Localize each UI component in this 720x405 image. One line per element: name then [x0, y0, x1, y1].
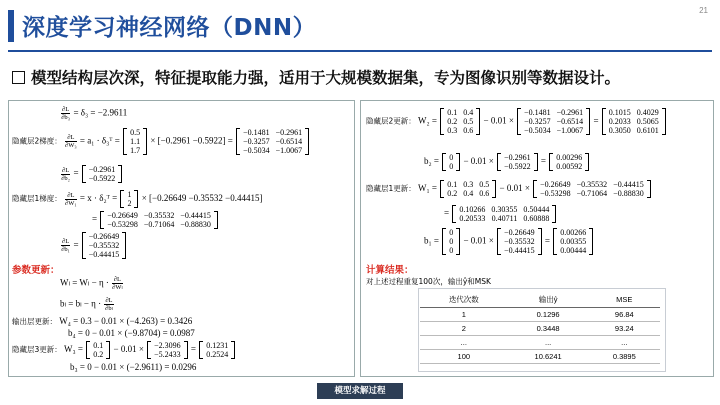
matrix-row: [553, 153, 585, 162]
checkbox-square-icon: [12, 71, 25, 84]
matrix-row: [127, 137, 143, 146]
matrix-cell: −0.6514: [556, 117, 584, 126]
matrix-cell: −0.44415: [180, 211, 211, 220]
matrix-row: [501, 162, 534, 171]
matrix-cell: 0.5: [130, 128, 141, 137]
matrix-cell: −0.2961: [88, 165, 116, 174]
matrix-cell: −0.71064: [143, 220, 175, 229]
matrix-row: [521, 108, 586, 117]
matrix-row: [446, 228, 456, 237]
matrix-cell: −0.26649: [107, 211, 138, 220]
matrix-row: [86, 165, 119, 174]
matrix: [452, 205, 556, 223]
matrix-cell: 0: [449, 153, 454, 162]
header-iterations: 迭代次数: [420, 292, 508, 308]
matrix-right-bracket: [456, 228, 460, 255]
w3-lhs: W₃ =: [64, 344, 83, 355]
table-cell: 10.6241: [508, 350, 589, 364]
header-mse: MSE: [589, 292, 660, 308]
matrix-cell: −0.35532: [576, 180, 608, 189]
title-divider: [8, 50, 712, 52]
matrix-row: [86, 241, 123, 250]
w2-op: − 0.01 ×: [483, 115, 514, 126]
matrix-right-bracket: [305, 128, 309, 155]
matrix-grid: [444, 180, 492, 198]
matrix-cell: −0.3257: [243, 137, 270, 146]
matrix-grid: [501, 228, 538, 255]
table-row: [420, 336, 660, 350]
matrix-cell: 0.5065: [636, 117, 659, 126]
matrix-row: [501, 228, 538, 237]
results-table: [420, 292, 660, 364]
matrix-row: [86, 232, 123, 241]
eq-b2: b₂ = 0 0 − 0.01 × −0.2961 −0.5922 = 0.00296 0.00592: [424, 153, 590, 171]
matrix-cell: 0.00355: [560, 237, 587, 246]
matrix-cell: 0.6101: [636, 126, 659, 135]
matrix-row: [557, 246, 589, 255]
bupdate-text: bₗ = bₗ − η ·: [60, 298, 102, 309]
matrix-cell: 0.6: [479, 189, 490, 198]
matrix-row: [606, 126, 662, 135]
matrix-right-bracket: [585, 153, 589, 171]
matrix-row: [127, 128, 143, 137]
matrix-row: [501, 246, 538, 255]
matrix: [123, 128, 147, 155]
matrix-cell: −0.5034: [243, 146, 270, 155]
matrix-cell: −0.26649: [540, 180, 571, 189]
w2-lhs: W₂ =: [418, 115, 437, 126]
matrix-cell: −0.2961: [275, 128, 303, 137]
matrix-cell: 0.1: [93, 341, 104, 350]
matrix: [533, 180, 651, 198]
matrix-row: [127, 146, 143, 155]
matrix: [440, 180, 496, 198]
b2-lhs: b₂ =: [424, 156, 439, 167]
grad2-mid: = a₁ · δ₃ᵀ =: [79, 135, 120, 146]
matrix-row: [151, 341, 184, 350]
w1-lhs: W₁ =: [418, 183, 437, 194]
matrix-cell: 0: [449, 246, 454, 255]
eq-wupdate: [60, 276, 124, 291]
matrix: [86, 341, 110, 359]
matrix-cell: −0.26649: [88, 232, 120, 241]
matrix-cell: 0.5: [463, 117, 474, 126]
matrix-grid: [240, 128, 305, 155]
matrix-cell: 0: [449, 237, 454, 246]
matrix-cell: 0: [449, 162, 454, 171]
matrix-cell: 0.4: [463, 189, 474, 198]
matrix-cell: 0.3050: [608, 126, 631, 135]
matrix-cell: 0: [449, 228, 454, 237]
header-output: 输出ŷ: [508, 292, 589, 308]
matrix: [147, 341, 188, 359]
matrix-cell: 1.1: [130, 137, 141, 146]
matrix-row: [446, 237, 456, 246]
matrix-right-bracket: [534, 153, 538, 171]
matrix-row: [240, 146, 305, 155]
frac-dl-db3: $\frac{\partial L}{\text{∂b₃}}$: [61, 106, 70, 121]
frac-dl-dw1: $\frac{\partial L}{\text{∂W₁}}$: [65, 191, 77, 207]
matrix-cell: 0.00296: [556, 153, 583, 162]
matrix: [497, 153, 538, 171]
matrix-cell: −0.2961: [556, 108, 584, 117]
table-cell: 93.24: [589, 322, 660, 336]
matrix-cell: 0.40711: [491, 214, 518, 223]
matrix-row: [444, 126, 476, 135]
eq-grad1-result: = −0.26649 −0.35532 −0.44415 −0.53298 −0.71064 −0.88830: [92, 211, 219, 229]
matrix-cell: 2: [127, 199, 132, 208]
matrix-right-bracket: [647, 180, 651, 198]
table-cell: 0.3895: [589, 350, 660, 364]
matrix-row: [444, 180, 492, 189]
eq-w1-result: = 0.10266 0.30355 0.50444 0.20533 0.40711 0.60888: [444, 205, 557, 223]
grad2-x: × [−0.2961 −0.5922] =: [150, 135, 233, 146]
matrix-row: [553, 162, 585, 171]
matrix-row: [446, 153, 456, 162]
eq-w4: [12, 316, 192, 327]
table-cell: 0.1296: [508, 308, 589, 322]
matrix-row: [203, 341, 231, 350]
matrix-cell: −0.44415: [504, 246, 535, 255]
matrix-cell: −0.2961: [504, 153, 531, 162]
matrix-row: [444, 117, 476, 126]
matrix: [553, 228, 593, 255]
grad1-x: × [−0.26649 −0.35532 −0.44415]: [141, 193, 263, 204]
matrix-cell: −0.44415: [613, 180, 644, 189]
matrix-cell: −1.0067: [275, 146, 303, 155]
matrix-row: [446, 246, 456, 255]
matrix-cell: 0.00266: [560, 228, 587, 237]
title-accent-bar: [8, 10, 14, 42]
h1-label: 隐藏层1更新：: [366, 184, 416, 194]
matrix-cell: −0.53298: [540, 189, 571, 198]
matrix-row: [104, 211, 214, 220]
matrix-grid: [557, 228, 589, 255]
table-cell: 100: [420, 350, 508, 364]
table-row: [420, 322, 660, 336]
matrix-row: [557, 237, 589, 246]
matrix-row: [240, 128, 305, 137]
matrix: [236, 128, 309, 155]
matrix-cell: −0.44415: [88, 250, 120, 259]
grad1-mid: = x · δ₂ᵀ =: [79, 193, 118, 204]
matrix-cell: 0.10266: [459, 205, 486, 214]
matrix-cell: −0.26649: [504, 228, 535, 237]
matrix-right-bracket: [662, 108, 666, 135]
matrix-cell: 0.2: [447, 117, 458, 126]
matrix-right-bracket: [492, 180, 496, 198]
table-header-row: [420, 292, 660, 308]
matrix-row: [606, 117, 662, 126]
matrix-row: [521, 117, 586, 126]
matrix-grid: [151, 341, 184, 359]
matrix-grid: [444, 108, 476, 135]
eq-grad1: [12, 190, 263, 208]
matrix-cell: 0.60888: [523, 214, 550, 223]
matrix: [82, 165, 123, 183]
frac-dl-dw3: $\frac{\partial L}{\text{∂W₃}}$: [65, 134, 77, 149]
wupdate-text: Wₗ = Wₗ − η ·: [60, 277, 109, 288]
matrix: [602, 108, 666, 135]
matrix: [497, 228, 542, 255]
matrix-right-bracket: [214, 211, 218, 229]
matrix-row: [104, 220, 214, 229]
matrix-row: [124, 199, 134, 208]
matrix-row: [501, 237, 538, 246]
matrix-row: [90, 341, 106, 350]
matrix: [120, 190, 138, 208]
matrix-grid: [86, 165, 119, 183]
matrix-row: [86, 174, 119, 183]
matrix-row: [240, 137, 305, 146]
matrix-cell: 0.1015: [608, 108, 631, 117]
matrix-cell: 0.20533: [459, 214, 486, 223]
eq-db1: $\frac{\partial L}{\text{∂b₁}}$ = −0.26649 −0.35532 −0.44415: [60, 232, 127, 259]
b4-text: b₄ = 0 − 0.01 × (−9.8704) = 0.0987: [68, 328, 195, 338]
matrix-grid: [90, 341, 106, 359]
eq-b1: b₁ = 0 0 0 − 0.01 × −0.26649 −0.35532 −0.44415 = 0.00266 0.00355 0.00444: [424, 228, 594, 255]
grad2-label: 隐藏层2梯度：: [12, 136, 62, 146]
b3-text: b₃ = 0 − 0.01 × (−2.9611) = 0.0296: [70, 362, 197, 372]
matrix: [440, 108, 480, 135]
matrix-cell: 0.1: [447, 180, 458, 189]
matrix-cell: −0.53298: [107, 220, 138, 229]
b1-op: − 0.01 ×: [463, 235, 494, 246]
matrix-grid: [606, 108, 662, 135]
matrix-right-bracket: [586, 108, 590, 135]
matrix-row: [90, 350, 106, 359]
matrix-cell: −0.1481: [243, 128, 270, 137]
matrix-cell: −0.5922: [504, 162, 531, 171]
calc-note: 对上述过程重复100次，输出ŷ和MSK: [366, 277, 491, 286]
matrix-row: [537, 189, 647, 198]
matrix-right-bracket: [538, 228, 542, 255]
eq-b4: [68, 328, 195, 338]
matrix-cell: 0.6: [463, 126, 474, 135]
calc-heading: 计算结果：: [366, 265, 414, 276]
matrix-row: [537, 180, 647, 189]
matrix-cell: −5.2433: [154, 350, 181, 359]
matrix-cell: 0.3: [447, 126, 458, 135]
frac-dl-db2: $\frac{\partial L}{\text{∂b₂}}$: [61, 166, 70, 182]
frac-dl-db1: $\frac{\partial L}{\text{∂b₁}}$: [61, 238, 70, 253]
matrix-cell: −0.35532: [88, 241, 120, 250]
matrix: [82, 232, 127, 259]
matrix-cell: 0.00592: [556, 162, 583, 171]
eq-d3: [60, 106, 127, 121]
matrix-cell: −0.88830: [180, 220, 211, 229]
bullet-point: [12, 66, 620, 88]
matrix-cell: 0.1: [447, 108, 458, 117]
matrix-cell: 0.2033: [608, 117, 631, 126]
matrix-grid: [124, 190, 134, 208]
h2-label: 隐藏层2更新：: [366, 116, 416, 126]
matrix-cell: −0.88830: [613, 189, 644, 198]
table-row: [420, 308, 660, 322]
matrix-cell: 0.00444: [560, 246, 587, 255]
matrix: [517, 108, 590, 135]
eq-db2: $\frac{\partial L}{\text{∂b₂}}$ = −0.2961 −0.5922: [60, 165, 123, 183]
table-row: [420, 350, 660, 364]
matrix-grid: [456, 205, 552, 223]
w1-op: − 0.01 ×: [499, 183, 530, 194]
w4-text: W₄ = 0.3 − 0.01 × (−4.263) = 0.3426: [59, 316, 193, 326]
eq-bupdate: [60, 297, 115, 312]
matrix-cell: 0.2: [447, 189, 458, 198]
page-title: 深度学习神经网络（DNN）: [22, 15, 317, 41]
matrix-right-bracket: [118, 165, 122, 183]
matrix-grid: [203, 341, 231, 359]
eq-b3: [70, 362, 196, 372]
table-cell: ...: [420, 336, 508, 350]
eq-grad2: [12, 128, 310, 155]
matrix-cell: 0.50444: [523, 205, 550, 214]
matrix-right-bracket: [552, 205, 556, 223]
matrix-right-bracket: [456, 153, 460, 171]
matrix: [442, 153, 460, 171]
matrix-grid: [501, 153, 534, 171]
matrix-row: [456, 214, 552, 223]
page-number: 21: [699, 6, 708, 15]
matrix-cell: 1.7: [130, 146, 141, 155]
matrix-cell: −0.1481: [524, 108, 551, 117]
matrix-right-bracket: [106, 341, 110, 359]
matrix-right-bracket: [589, 228, 593, 255]
out-label: 输出层更新：: [12, 317, 57, 326]
matrix-cell: 0.4: [463, 108, 474, 117]
matrix-cell: 0.5: [479, 180, 490, 189]
h3-label: 隐藏层3更新：: [12, 345, 62, 355]
w3-mid: − 0.01 ×: [113, 344, 144, 355]
table-cell: 0.3448: [508, 322, 589, 336]
matrix-right-bracket: [122, 232, 126, 259]
param-update-heading: 参数更新：: [12, 265, 60, 276]
matrix: [199, 341, 235, 359]
d3-rhs: = δ₃ = −2.9611: [73, 107, 128, 118]
eq-w1: [366, 180, 652, 198]
frac-dl-dwl: $\frac{\partial L}{\text{∂Wₗ}}$: [112, 276, 123, 291]
table-cell: ...: [508, 336, 589, 350]
matrix-cell: 0.30355: [491, 205, 518, 214]
matrix-row: [444, 108, 476, 117]
matrix-cell: 0.2: [93, 350, 104, 359]
matrix-cell: −0.35532: [143, 211, 175, 220]
matrix-right-bracket: [184, 341, 188, 359]
matrix-cell: 0.4029: [636, 108, 659, 117]
matrix-row: [606, 108, 662, 117]
matrix-row: [521, 126, 586, 135]
b2-op: − 0.01 ×: [463, 156, 494, 167]
matrix-cell: −0.3257: [524, 117, 551, 126]
matrix-cell: 0.3: [463, 180, 474, 189]
eq-w2: 隐藏层2更新： W₂ = 0.1 0.4 0.2 0.5 0.3 0.6 − 0.01 × −0.1481 −0.2961 −0.3257 −0.6514 −0.5034 −1.0067 = 0.1015 0.4029 0.2033 0.5065 0.3050 0.6101: [366, 108, 667, 135]
matrix-cell: 0.2524: [206, 350, 229, 359]
matrix-row: [151, 350, 184, 359]
matrix-row: [501, 153, 534, 162]
matrix-grid: [521, 108, 586, 135]
matrix-cell: −2.3096: [154, 341, 181, 350]
matrix-row: [86, 250, 123, 259]
matrix-grid: [553, 153, 585, 171]
matrix-cell: 0.1231: [206, 341, 229, 350]
matrix-cell: −0.5922: [88, 174, 116, 183]
matrix-cell: 1: [127, 190, 132, 199]
matrix-grid: [104, 211, 214, 229]
b1-lhs: b₁ =: [424, 235, 439, 246]
matrix-row: [444, 189, 492, 198]
matrix-grid: [446, 228, 456, 255]
matrix-grid: [537, 180, 647, 198]
table-cell: 1: [420, 308, 508, 322]
matrix-row: [446, 162, 456, 171]
matrix-grid: [86, 232, 123, 259]
table-cell: ...: [589, 336, 660, 350]
matrix-row: [203, 350, 231, 359]
matrix: [100, 211, 218, 229]
matrix-right-bracket: [231, 341, 235, 359]
matrix-grid: [446, 153, 456, 171]
grad1-label: 隐藏层1梯度：: [12, 194, 62, 204]
caption-label: 模型求解过程: [317, 383, 403, 399]
matrix-right-bracket: [134, 190, 138, 208]
eq-w3: 隐藏层3更新： W₃ = 0.1 0.2 − 0.01 × −2.3096 −5.2433 = 0.1231 0.2524: [12, 341, 236, 359]
matrix-cell: −0.6514: [275, 137, 303, 146]
matrix: [442, 228, 460, 255]
table-cell: 2: [420, 322, 508, 336]
matrix-row: [456, 205, 552, 214]
matrix-cell: −1.0067: [556, 126, 584, 135]
frac-dl-dbl: $\frac{\partial L}{\text{∂bₗ}}$: [105, 297, 113, 312]
matrix-row: [557, 228, 589, 237]
matrix-right-bracket: [143, 128, 147, 155]
matrix-grid: [127, 128, 143, 155]
matrix-row: [124, 190, 134, 199]
matrix-right-bracket: [476, 108, 480, 135]
matrix-cell: −0.35532: [504, 237, 535, 246]
table-cell: 96.84: [589, 308, 660, 322]
bullet-text: 模型结构层次深，特征提取能力强，适用于大规模数据集，专为图像识别等数据设计。: [31, 69, 621, 87]
matrix-cell: −0.5034: [524, 126, 551, 135]
matrix: [549, 153, 589, 171]
matrix-cell: −0.71064: [576, 189, 608, 198]
